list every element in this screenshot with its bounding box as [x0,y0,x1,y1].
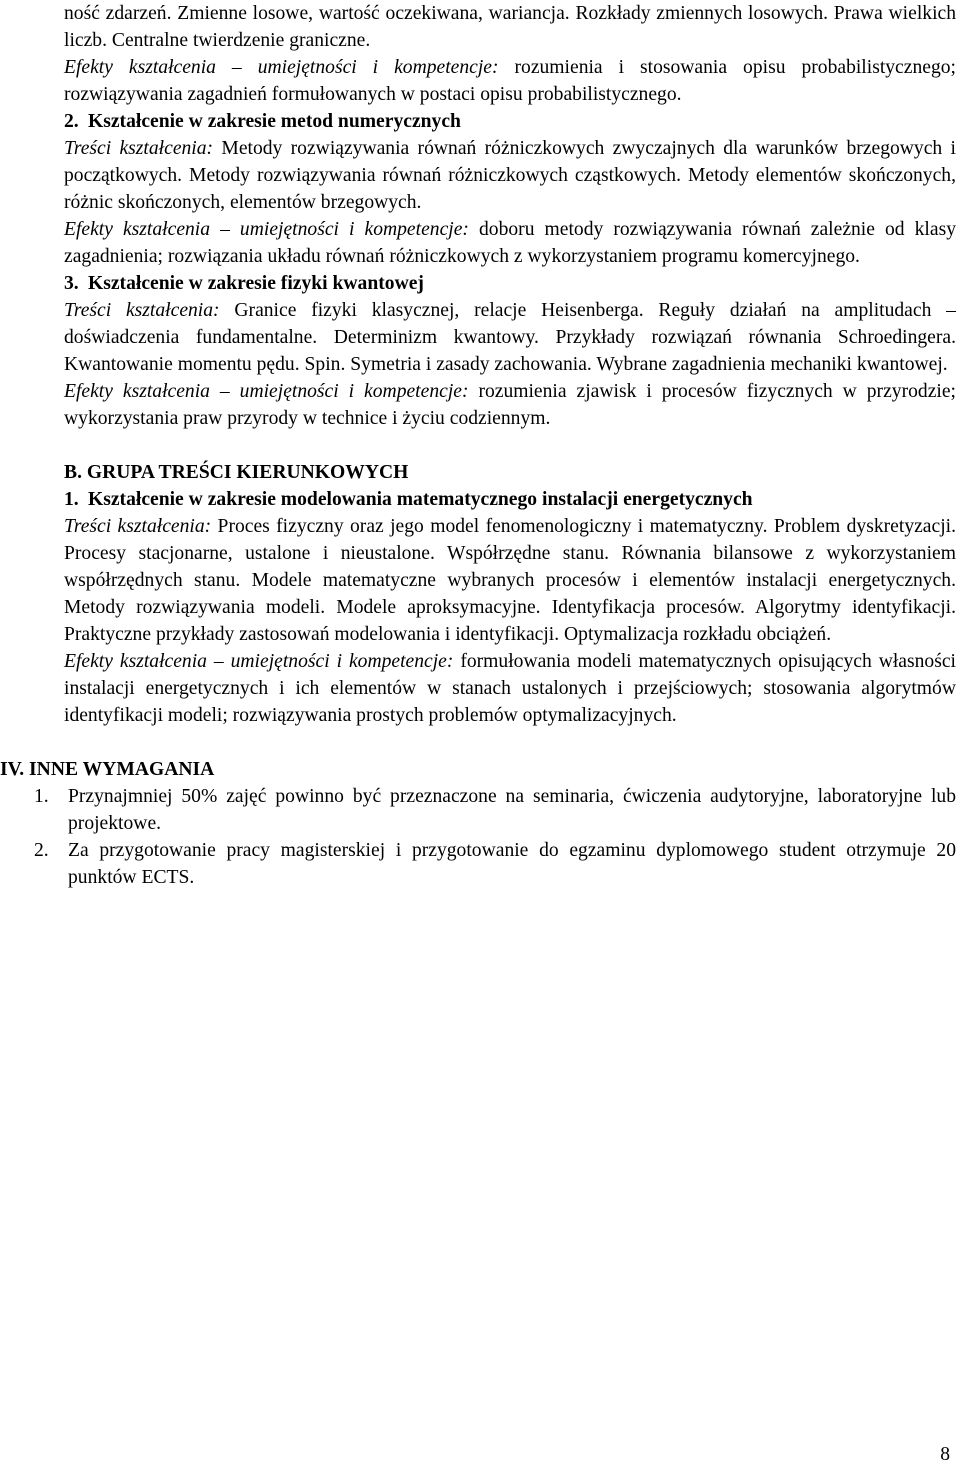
spacer [64,729,956,756]
item-number: 2. [34,840,49,861]
content-label: Treści kształcenia: [64,516,212,537]
section-content [64,297,956,378]
group-b-title: B. GRUPA TREŚCI KIERUNKOWYCH [64,462,409,483]
outcomes-text: rozumienia zjawisk i procesów fizycznych w przyrodzie; wykorzystania praw przyrody w technice i życiu codziennym. [64,381,956,429]
content-text: Granice fizyki klasycznej, relacje Heisenberga. Reguły działań na amplitudach – doświadczenia fundamentalne. Determinizm kwantowy. Przykłady rozwiązań równania Schroedingera. Kwantowanie momentu pędu. Spin. Symetria i zasady zachowania. Wybrane zagadnienia mechaniki kwantowej. [64,300,956,375]
outcomes-text: formułowania modeli matematycznych opisujących własności instalacji energetycznych i ich elementów w stanach ustalonych i przejściowych; stosowania algorytmów identyfikacji modeli; rozwiązywania prostych problemów optymalizacyjnych. [64,651,956,726]
section-outcomes [64,216,956,270]
section-title: Kształcenie w zakresie metod numerycznych [88,111,461,132]
section-heading [64,108,956,135]
content-label: Treści kształcenia: [64,138,214,159]
spacer [64,432,956,459]
content-label: Treści kształcenia: [64,300,220,321]
item-number: 1. [34,786,49,807]
outcomes-label: Efekty kształcenia – umiejętności i kompetencje: [64,381,469,402]
section-title: Kształcenie w zakresie modelowania matematycznego instalacji energetycznych [88,489,753,510]
section-heading [64,486,956,513]
page-number: 8 [940,1444,950,1465]
section-content [64,513,956,648]
outcomes-text: rozumienia i stosowania opisu probabilistycznego; rozwiązywania zagadnień formułowanych w postaci opisu probabilistycznego. [64,57,956,105]
outcomes-text: doboru metody rozwiązywania równań zależnie od klasy zagadnienia; rozwiązania układu równań różniczkowych z wykorzystaniem programu komercyjnego. [64,219,956,267]
list-item [34,837,956,891]
requirements-list [34,783,956,891]
section-number: 3. [64,273,79,294]
content-text: Metody rozwiązywania równań różniczkowych zwyczajnych dla warunków brzegowych i początkowych. Metody rozwiązywania równań różniczkowych cząstkowych. Metody elementów skończonych, różnic skończonych, elementów brzegowych. [64,138,956,213]
section-outcomes [64,378,956,432]
outcomes-label: Efekty kształcenia – umiejętności i kompetencje: [64,57,499,78]
list-item [34,783,956,837]
section-content [64,135,956,216]
section-heading [64,270,956,297]
outcomes-label: Efekty kształcenia – umiejętności i kompetencje: [64,651,454,672]
intro-outcomes [64,54,956,108]
section-number: 1. [64,489,79,510]
item-text: Za przygotowanie pracy magisterskiej i przygotowanie do egzaminu dyplomowego student otrzymuje 20 punktów ECTS. [68,840,956,888]
section-outcomes [64,648,956,729]
other-requirements-title: IV. INNE WYMAGANIA [0,759,215,780]
intro-paragraph: ność zdarzeń. Zmienne losowe, wartość oczekiwana, wariancja. Rozkłady zmiennych losowych. Prawa wielkich liczb. Centralne twierdzenie graniczne. [64,3,956,51]
item-text: Przynajmniej 50% zajęć powinno być przeznaczone na seminaria, ćwiczenia audytoryjne, laboratoryjne lub projektowe. [68,786,956,834]
section-number: 2. [64,111,79,132]
section-title: Kształcenie w zakresie fizyki kwantowej [88,273,424,294]
outcomes-label: Efekty kształcenia – umiejętności i kompetencje: [64,219,469,240]
content-text: Proces fizyczny oraz jego model fenomenologiczny i matematyczny. Problem dyskretyzacji. Procesy stacjonarne, ustalone i nieustalone. Współrzędne stanu. Równania bilansowe z wykorzystaniem współrzędnych stanu. Modele matematyczne wybranych procesów i elementów instalacji energetycznych. Metody rozwiązywania modeli. Modele aproksymacyjne. Identyfikacja procesów. Algorytmy identyfikacji. Praktyczne przykłady zastosowań modelowania i identyfikacji. Optymalizacja rozkładu obciążeń. [64,516,956,645]
